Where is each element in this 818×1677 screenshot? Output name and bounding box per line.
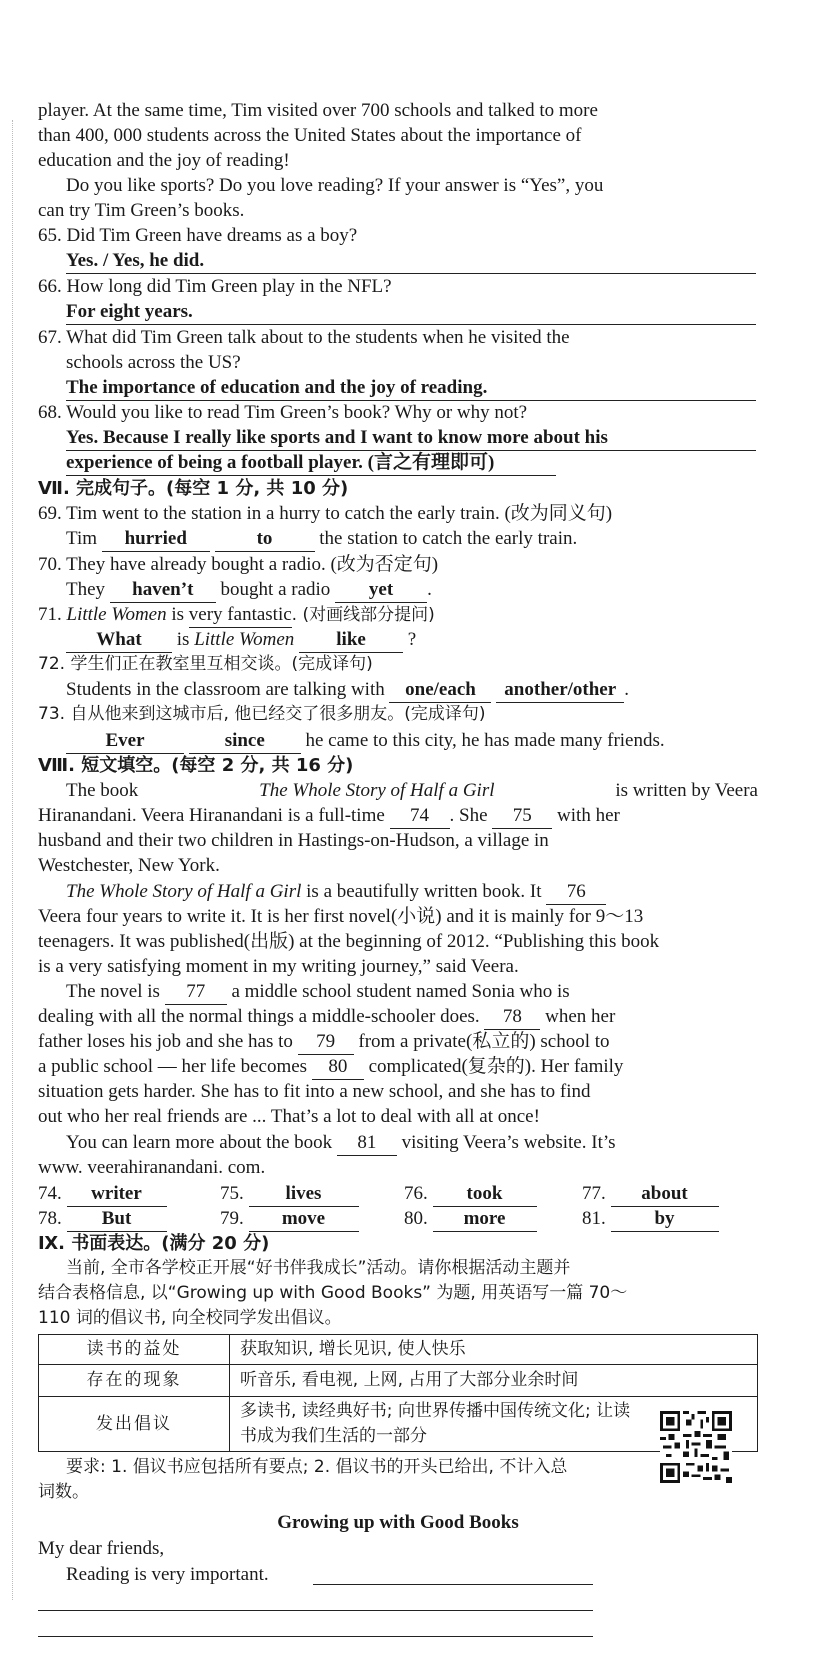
blank-69-2: to	[215, 526, 315, 552]
passage-line-3: husband and their two children in Hastings-on-Hudson, a village in	[38, 830, 549, 851]
essay-opening: Reading is very important.	[66, 1564, 269, 1585]
writing-instruction-2: 结合表格信息, 以“Growing up with Good Books” 为题, 用英语写一篇 70～	[38, 1283, 628, 1303]
intro-line-5: can try Tim Green’s books.	[38, 200, 245, 221]
answer-68: Yes. Because I really like sports and I want to know more about his	[66, 425, 756, 451]
question-69: 69. Tim went to the station in a hurry to catch the early train. (改为同义句)	[38, 503, 613, 524]
passage-line-15: You can learn more about the book 81 visiting Veera’s website. It’s	[66, 1130, 616, 1156]
blank-75: 75	[492, 803, 552, 829]
sentence-69: Tim hurried to the station to catch the early train.	[66, 526, 577, 552]
answer-67: The importance of education and the joy of reading.	[66, 375, 756, 401]
blank-70-2: yet	[335, 577, 427, 603]
writing-line	[38, 1636, 593, 1637]
blank-69-1: hurried	[102, 526, 210, 552]
qr-code-icon	[660, 1411, 732, 1483]
passage-line-16: www. veerahiranandani. com.	[38, 1157, 266, 1178]
passage-line-7: teenagers. It was published(出版) at the beginning of 2012. “Publishing this book	[38, 931, 660, 952]
question-72: 72. 学生们正在教室里互相交谈。(完成译句)	[38, 654, 373, 674]
sentence-70: They haven’t bought a radio yet .	[66, 577, 432, 603]
answer-66: For eight years.	[66, 299, 756, 325]
passage-line-14: out who her real friends are ... That’s a lot to deal with all at once!	[38, 1106, 540, 1127]
requirement-1: 要求: 1. 倡议书应包括所有要点; 2. 倡议书的开头已给出, 不计入总	[66, 1457, 568, 1477]
answer-68-cont: experience of being a football player. (言之有理即可)	[66, 450, 556, 476]
intro-line-1: player. At the same time, Tim visited over 700 schools and talked to more	[38, 100, 598, 121]
answer-80: 80. more	[404, 1206, 537, 1232]
writing-line	[313, 1584, 593, 1585]
table-header: 读书的益处	[39, 1335, 230, 1365]
blank-76: 76	[546, 879, 606, 905]
answer-75: 75. lives	[220, 1181, 359, 1207]
passage-line-8: is a very satisfying moment in my writing journey,” said Veera.	[38, 956, 519, 977]
blank-73-2: since	[189, 728, 301, 754]
blank-78: 78	[484, 1004, 540, 1030]
passage-line-9: The novel is 77 a middle school student named Sonia who is	[66, 979, 570, 1005]
binding-margin	[12, 120, 13, 1600]
blank-71-1: What	[66, 627, 172, 653]
passage-line-12: a public school — her life becomes 80 complicated(复杂的). Her family	[38, 1054, 623, 1080]
table-row	[39, 1397, 758, 1452]
table-header: 发出倡议	[39, 1397, 230, 1452]
passage-line-5: The Whole Story of Half a Girl is a beautifully written book. It 76	[66, 879, 606, 905]
blank-77: 77	[165, 979, 227, 1005]
writing-line	[38, 1610, 593, 1611]
table-header: 存在的现象	[39, 1365, 230, 1397]
table-cell: 听音乐, 看电视, 上网, 占用了大部分业余时间	[230, 1365, 758, 1397]
essay-greeting: My dear friends,	[38, 1538, 165, 1559]
answer-77: 77. about	[582, 1181, 719, 1207]
sentence-73: Ever since he came to this city, he has made many friends.	[66, 728, 665, 754]
passage-line-4: Westchester, New York.	[38, 855, 220, 876]
table-cell: 多读书, 读经典好书; 向世界传播中国传统文化; 让读 书成为我们生活的一部分	[230, 1397, 758, 1452]
passage-line-6: Veera four years to write it. It is her first novel(小说) and it is mainly for 9～13	[38, 906, 644, 927]
blank-71-2: like	[299, 627, 403, 653]
essay-title: Growing up with Good Books	[277, 1512, 519, 1533]
section-7-title: Ⅶ. 完成句子。(每空 1 分, 共 10 分)	[38, 478, 349, 499]
passage-line-2: Hiranandani. Veera Hiranandani is a full-time 74 . She 75 with her	[38, 803, 620, 829]
question-67-cont: schools across the US?	[66, 352, 241, 373]
question-67: 67. What did Tim Green talk about to the students when he visited the	[38, 327, 570, 348]
intro-line-4: Do you like sports? Do you love reading? If your answer is “Yes”, you	[66, 175, 604, 196]
answer-65: Yes. / Yes, he did.	[66, 248, 756, 274]
section-8-title: Ⅷ. 短文填空。(每空 2 分, 共 16 分)	[38, 755, 354, 776]
answer-78: 78. But	[38, 1206, 167, 1232]
passage-line-10: dealing with all the normal things a middle-schooler does. 78 when her	[38, 1004, 615, 1030]
question-70: 70. They have already bought a radio. (改为否定句)	[38, 554, 439, 575]
passage-line-1: The book The Whole Story of Half a Girl is written by Veera	[66, 780, 758, 801]
sentence-71: What is Little Women like ?	[66, 627, 416, 653]
requirement-2: 词数。	[38, 1482, 89, 1502]
question-73: 73. 自从他来到这城市后, 他已经交了很多朋友。(完成译句)	[38, 704, 486, 724]
blank-81: 81	[337, 1130, 397, 1156]
blank-72-1: one/each	[389, 677, 491, 703]
passage-line-13: situation gets harder. She has to fit into a new school, and she has to find	[38, 1081, 591, 1102]
question-66: 66. How long did Tim Green play in the NFL?	[38, 276, 392, 297]
section-9-title: Ⅸ. 书面表达。(满分 20 分)	[38, 1233, 270, 1254]
intro-line-3: education and the joy of reading!	[38, 150, 290, 171]
prompt-table	[38, 1334, 758, 1452]
blank-74: 74	[390, 803, 450, 829]
blank-80: 80	[312, 1054, 364, 1080]
writing-instruction-1: 当前, 全市各学校正开展“好书伴我成长”活动。请你根据活动主题并	[66, 1258, 571, 1278]
passage-line-11: father loses his job and she has to 79 from a private(私立的) school to	[38, 1029, 610, 1055]
answer-81: 81. by	[582, 1206, 719, 1232]
intro-line-2: than 400, 000 students across the United States about the importance of	[38, 125, 582, 146]
blank-73-1: Ever	[66, 728, 184, 754]
writing-instruction-3: 110 词的倡议书, 向全校同学发出倡议。	[38, 1308, 342, 1328]
table-cell: 获取知识, 增长见识, 使人快乐	[230, 1335, 758, 1365]
question-68: 68. Would you like to read Tim Green’s book? Why or why not?	[38, 402, 528, 423]
sentence-72: Students in the classroom are talking with one/each another/other .	[66, 677, 629, 703]
answer-76: 76. took	[404, 1181, 537, 1207]
table-row	[39, 1365, 758, 1397]
blank-79: 79	[298, 1029, 354, 1055]
question-71: 71. Little Women is very fantastic. (对画线部分提问)	[38, 602, 435, 628]
answer-74: 74. writer	[38, 1181, 167, 1207]
blank-70-1: haven’t	[110, 577, 216, 603]
question-65: 65. Did Tim Green have dreams as a boy?	[38, 225, 358, 246]
blank-72-2: another/other	[496, 677, 624, 703]
answer-79: 79. move	[220, 1206, 359, 1232]
table-row	[39, 1335, 758, 1365]
